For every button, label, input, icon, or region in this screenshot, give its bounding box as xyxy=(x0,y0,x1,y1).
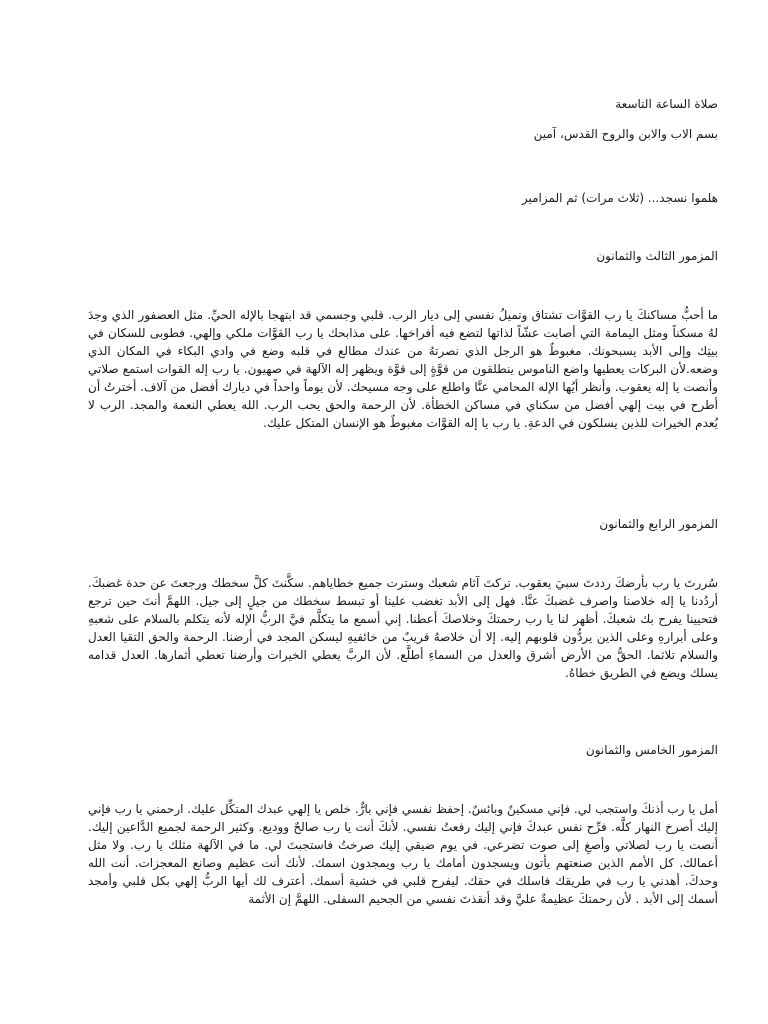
page-title: صلاة الساعة التاسعة xyxy=(615,97,718,111)
psalm-83-text: ما أحبُّ مساكنكَ يا رب القوَّات تشتاق وتميلُ نفسي إلى ديار الرب. قلبي وجسمي قد ابتهجا بالإله الحيِّ. مثل العصفور الذي وجدَ لهُ مسكناً ومثل اليمامة التي أصابت عشّاً لذاتها لتضع فيه أفراخها. على مذابحك يا رب القوَّات ملكي وإلهي. فطوبى للسكان في بيتِك وإلى الأبد يسبحونك. مغبوطٌ هو الرجل الذي نصرتهُ من عندك مطالع في قلبه وضع في وادي البكاء في المكان الذي وضعه.لأن البركات يعطيها واضع الناموس ينطلقون من قوَّةٍ إلى قوَّة ويظهر إله الآلهة في صهيون. يا رب إله القوات استمع صلاتي وأنصت يا إله يعقوب. وأنظر أيُها الإله المحامي عنَّا واطلع على وجه مسيحك. لأن يوماً واحداً في ديارك أفضل من آلاف. أخترتُ أن أطرح في بيت إلهي أفضل من سكناي في مساكن الخطأة. لأن الرحمة والحق يحب الرب. الله يعطي النعمة والمجد. الرب لا يُعدم الخيرات للذين يسلكون في الدعةِ. يا رب يا إله القوَّات مغبوطٌ هو الإنسان المتكل عليك. xyxy=(88,308,718,430)
opening-invocation: بسم الاب والابن والروح القدس، آمين xyxy=(533,127,718,141)
psalm-85-text: أمل يا رب أذنكَ واستجب لي. فإني مسكينٌ وبائسٌ. إحفظ نفسي فإني بارٌّ. خلص يا إلهي عبدك المتكِّل عليك. ارحمني يا رب فإني إليك أصرخ النهار كلَّه. فرِّح نفس عبدكَ فإني إليك رفعتُ نفسي. لأنكَ أنت يا رب صالحٌ ووديع. وكثير الرحمة لجميع الدَّاعين إليك. أنصت يا رب لصلاتي وأصغِ إلى صوت تضرعي. في يوم ضيقي إليك صرختُ فاستجبتَ لي. ما في الآلهة مثلك يا رب. ولا مثل أعمالك. كل الأمم الذين صنعتهم يأتون ويسجدون أمامك يا رب ويمجدون اسمك. لأنك أنت عظيم وصانع المعجزات. أنت الله وحدكَ. أهدني يا رب في طريقك فاسلك في حقك. ليفرح قلبي في خشية أسمك. أعترف لك أيها الربُّ إلهي بكل قلبي وأمجد أسمك إلى الأبد . لأن رحمتكَ عظيمةٌ عليَّ وقد أنقذتَ نفسي من الجحيم السفلى. اللهمَّ إن الأثمة xyxy=(88,802,718,906)
invitation-line: هلموا نسجد... (ثلاث مرات) ثم المزامير xyxy=(521,191,718,205)
psalm-83-heading: المزمور الثالث والثمانون xyxy=(596,249,718,263)
psalm-84-text: سُررتَ يا رب بأرضكَ رددتَ سبيَ يعقوب. تركتَ آثام شعبك وسترت جميع خطاياهم. سكَّنتَ كلَّ سخطك ورجعتَ عن حدة غضبكَ. أردُدنا يا إله خلاصنا واصرف غضبكَ عنَّا. فهل إلى الأبد تغضب علينا أو تبسط سخطك من جيلٍ إلى جيل. اللهمَّ أنتَ حين ترجع فتحيينا يفرح بك شعبكَ. أظهر لنا يا رب رحمتكَ وخلاصكَ أعطنا. إني أسمع ما يتكلَّم فيَّ الربُّ الإله لأنه يتكلم بالسلام على شعبهِ وعلى أبرارهِ وعلى الذين يردُّون قلوبهم إليه. إلا أن خلاصهُ قريبٌ من خائفيهِ ليسكن المجد في أرضنا. الرحمة والحق التقيا العدل والسلام تلاثما. الحقُّ من الأرض أشرق والعدل من السماءِ أطلَّع. لأن الربَّ يعطي الخيرات وأرضنا تعطي أثمارها. العدل قدامه يسلك ويضع في الطريق خطاهُ. xyxy=(88,576,718,680)
document-page xyxy=(90,0,718,1024)
psalm-85-heading: المزمور الخامس والثمانون xyxy=(585,743,718,757)
psalm-84-heading: المزمور الرابع والثمانون xyxy=(599,517,718,531)
